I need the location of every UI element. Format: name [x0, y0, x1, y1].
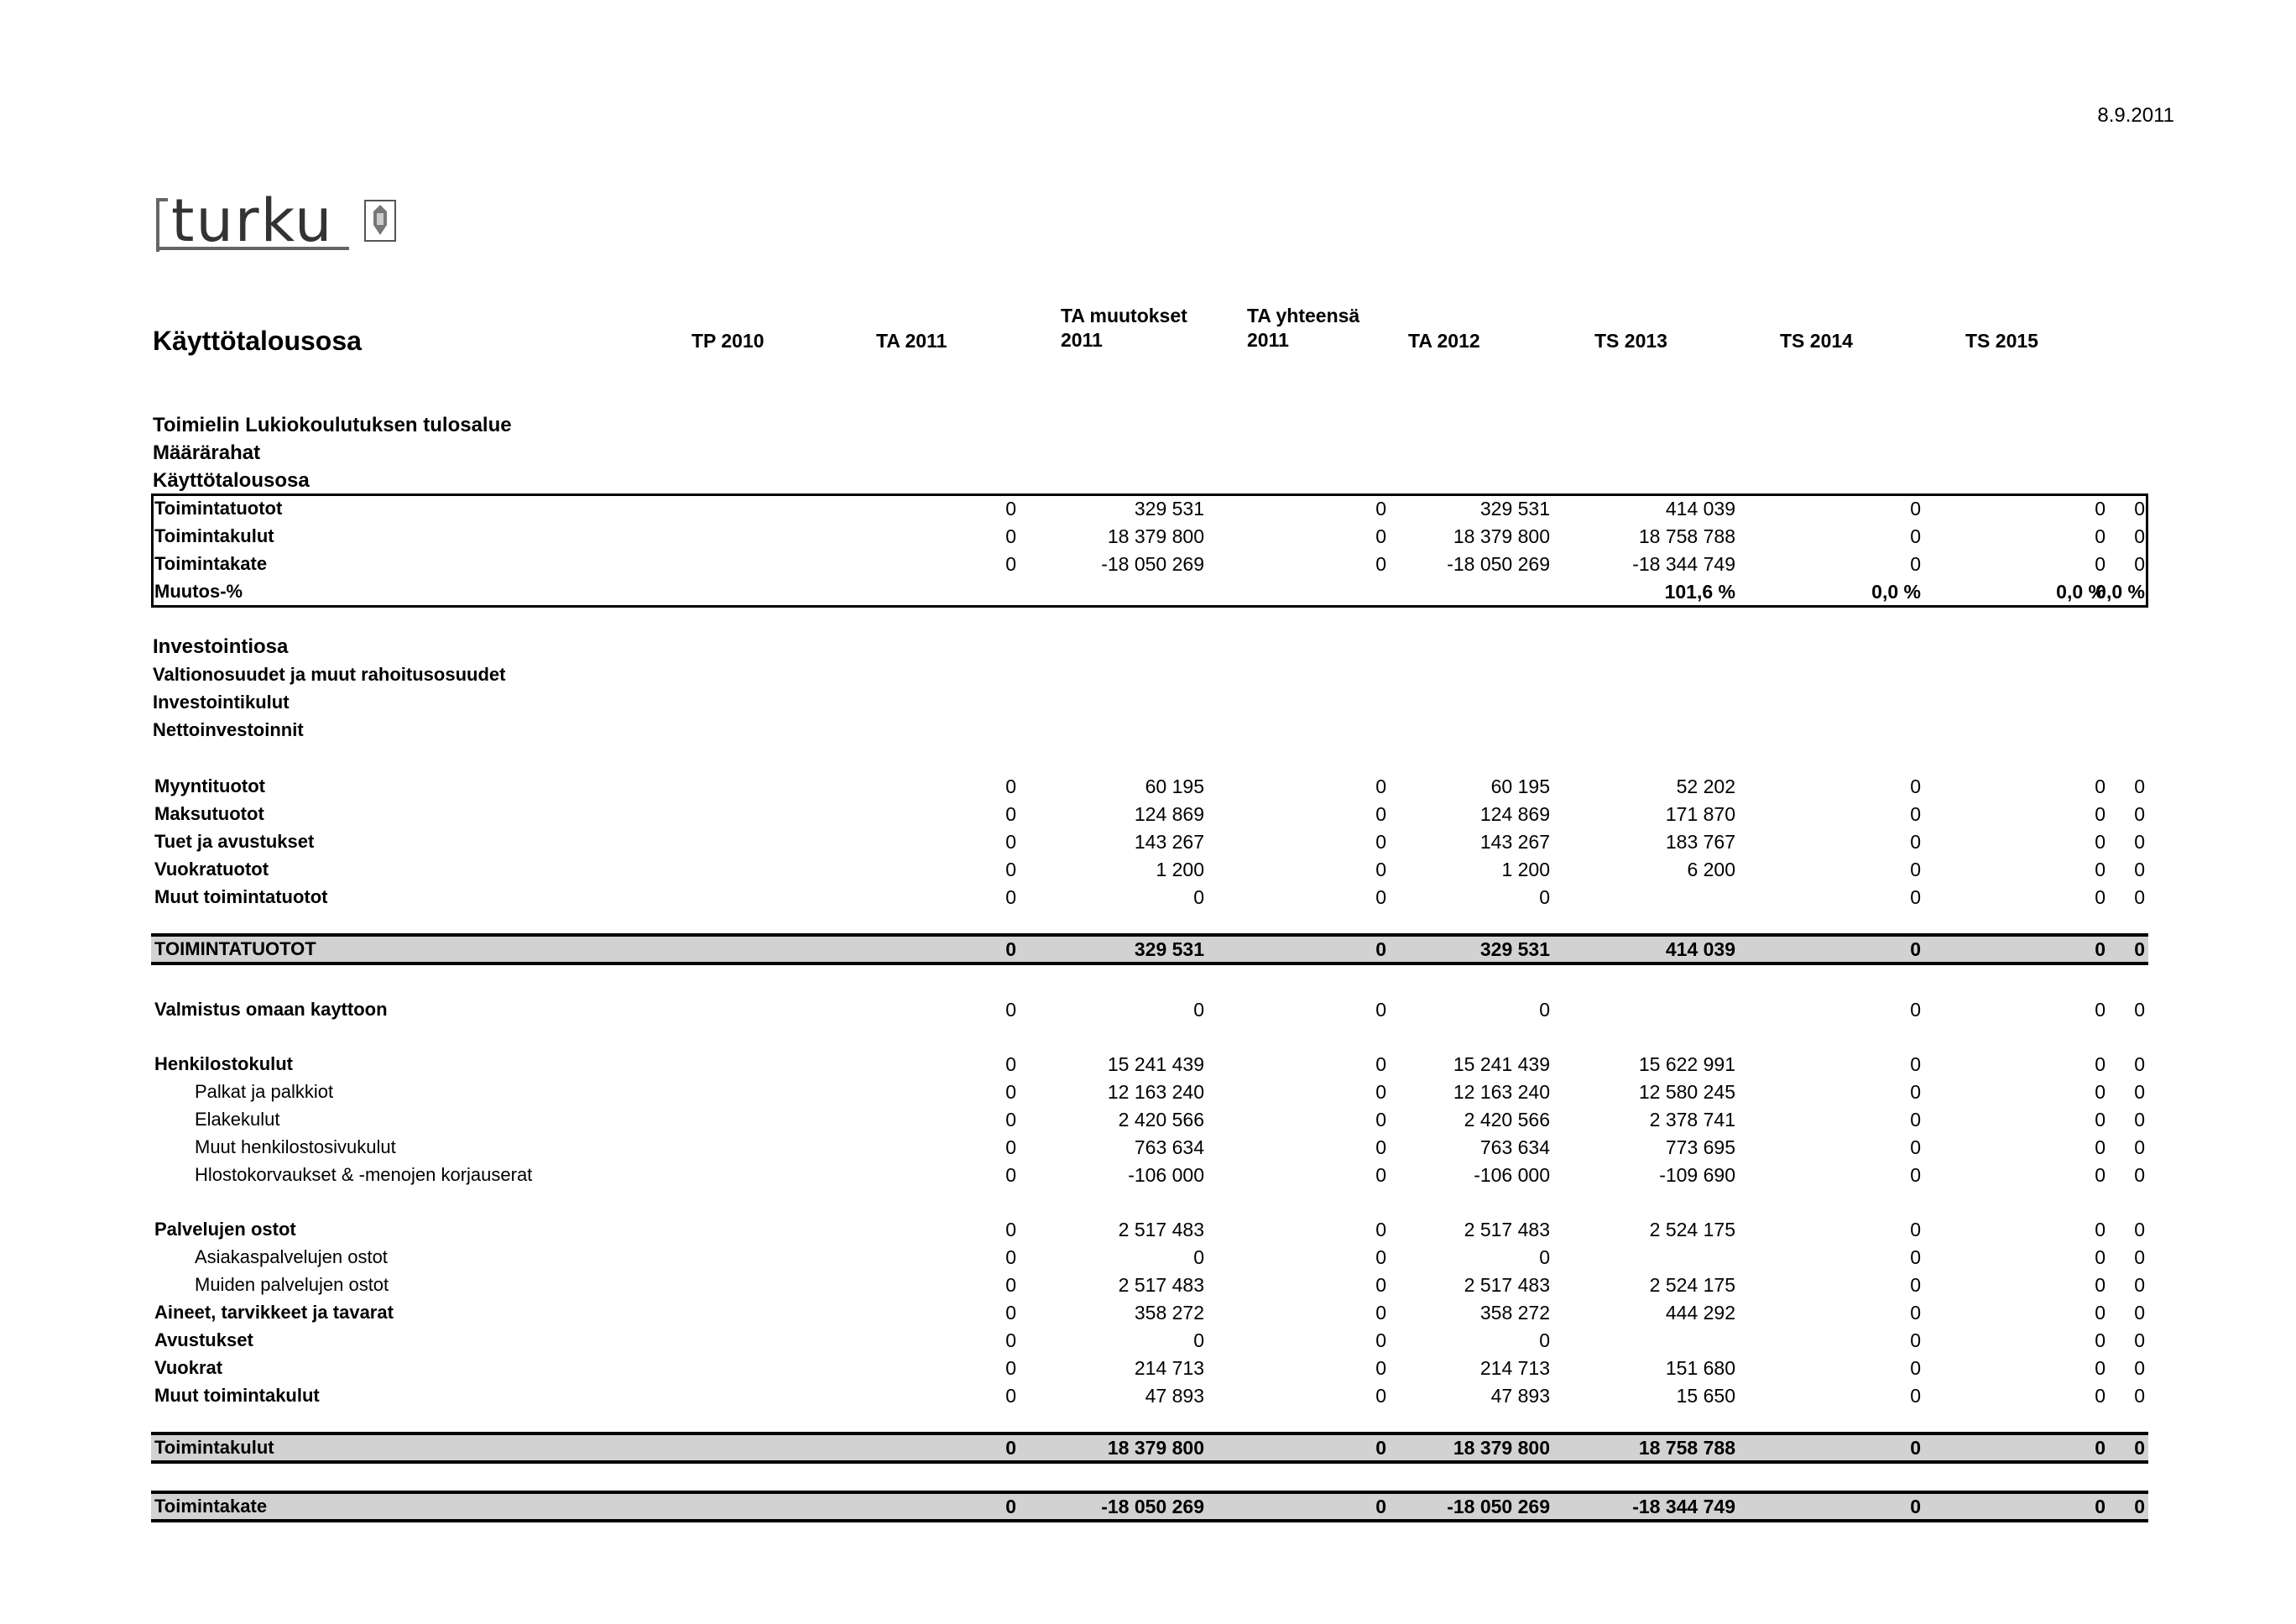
row-label: Toimintakulut — [154, 1437, 274, 1458]
cell-col-3: 0 — [1375, 1246, 1386, 1268]
cell-col-2: 124 869 — [1134, 803, 1204, 825]
cell-col-6: 0 — [1910, 525, 1921, 547]
cell-col-7: 0 — [2095, 1437, 2106, 1459]
income-row — [151, 855, 2148, 882]
staff-cost-row — [151, 1078, 2148, 1104]
col-header-ts2015 — [1965, 329, 2038, 353]
row-label: Valmistus omaan kayttoon — [154, 999, 388, 1020]
cell-col-8: 0 — [2134, 553, 2145, 575]
document-date: 8.9.2011 — [2097, 104, 2174, 127]
cell-col-2: 763 634 — [1134, 1136, 1204, 1158]
cell-col-6: 0 — [1910, 775, 1921, 797]
cell-col-6: 0 — [1910, 1437, 1921, 1459]
col-header-line2: 2011 — [1061, 329, 1103, 351]
cell-col-7: 0 — [2095, 831, 2106, 853]
cell-col-6: 0 — [1910, 999, 1921, 1021]
service-cost-row — [151, 1215, 2148, 1242]
cell-col-8: 0 — [2134, 1053, 2145, 1075]
cell-col-3: 0 — [1375, 775, 1386, 797]
cell-col-8: 0 — [2134, 498, 2145, 520]
cell-col-2: 329 531 — [1134, 938, 1204, 960]
cell-col-7: 0 — [2095, 1329, 2106, 1351]
section2-line-2: Investointikulut — [153, 692, 290, 713]
row-label: Elakekulut — [195, 1109, 280, 1130]
cell-col-6: 0 — [1910, 886, 1921, 908]
cell-col-7: 0 — [2095, 999, 2106, 1021]
cell-col-6: 0 — [1910, 1109, 1921, 1131]
cell-col-3: 0 — [1375, 1136, 1386, 1158]
cell-col-3: 0 — [1375, 938, 1386, 960]
cell-col-1: 0 — [1005, 1136, 1016, 1158]
cell-col-4: 329 531 — [1479, 938, 1550, 960]
cell-col-5: 12 580 245 — [1638, 1081, 1735, 1103]
own-use-row — [151, 995, 2148, 1022]
row-label: Maksutuotot — [154, 803, 264, 824]
col-header-line2: TA 2012 — [1408, 330, 1480, 352]
service-cost-row — [151, 1381, 2148, 1408]
cell-col-5: -18 344 749 — [1632, 553, 1735, 575]
section2-heading: Investointiosa — [153, 635, 289, 658]
cell-col-7: 0 — [2095, 553, 2106, 575]
cell-col-3: 0 — [1375, 803, 1386, 825]
cell-col-5: 2 378 741 — [1649, 1109, 1735, 1131]
cell-col-8: 0 — [2134, 1437, 2145, 1459]
cell-col-1: 0 — [1005, 1081, 1016, 1103]
row-label: Hlostokorvaukset & -menojen korjauserat — [195, 1164, 533, 1185]
cell-col-3: 0 — [1375, 831, 1386, 853]
cell-col-4: 0 — [1539, 886, 1550, 908]
staff-cost-row — [151, 1105, 2148, 1132]
cell-col-8: 0 — [2134, 1109, 2145, 1131]
cell-col-3: 0 — [1375, 1437, 1386, 1459]
cell-col-1: 0 — [1005, 1246, 1016, 1268]
cell-col-6: 0 — [1910, 831, 1921, 853]
row-label: Toimintakate — [154, 553, 268, 574]
cell-col-1: 0 — [1005, 1053, 1016, 1075]
cell-col-8: 0 — [2134, 1136, 2145, 1158]
cell-col-3: 0 — [1375, 1302, 1386, 1324]
cell-col-3: 0 — [1375, 1081, 1386, 1103]
cell-col-4: 2 517 483 — [1464, 1274, 1550, 1296]
cell-col-3: 0 — [1375, 886, 1386, 908]
service-cost-row — [151, 1243, 2148, 1270]
row-label: TOIMINTATUOTOT — [154, 938, 316, 959]
cell-col-7: 0 — [2095, 1164, 2106, 1186]
cell-col-1: 0 — [1005, 938, 1016, 960]
row-label: Toimintakate — [154, 1496, 268, 1517]
cell-col-7: 0 — [2095, 886, 2106, 908]
cell-col-5: 18 758 788 — [1638, 1437, 1735, 1459]
cell-col-6: 0 — [1910, 1246, 1921, 1268]
cell-col-8: 0 — [2134, 1329, 2145, 1351]
cell-col-7: 0 — [2095, 1219, 2106, 1240]
cell-col-2: -106 000 — [1128, 1164, 1204, 1186]
cell-col-1: 0 — [1005, 1302, 1016, 1324]
summary-row — [151, 550, 2148, 577]
cell-col-8: 0 — [2134, 1302, 2145, 1324]
cell-col-6: 0 — [1910, 1496, 1921, 1517]
cell-col-6: 0 — [1910, 1329, 1921, 1351]
cell-col-8: 0 — [2134, 1496, 2145, 1517]
cell-col-7: 0 — [2095, 1081, 2106, 1103]
row-label: Avustukset — [154, 1329, 253, 1350]
cell-col-2: 12 163 240 — [1107, 1081, 1204, 1103]
cell-col-7: 0 — [2095, 1136, 2106, 1158]
row-label: Aineet, tarvikkeet ja tavarat — [154, 1302, 394, 1323]
row-label: Muut henkilostosivukulut — [195, 1136, 396, 1157]
logo-bracket — [156, 198, 168, 252]
cell-col-2: 329 531 — [1134, 498, 1204, 520]
cell-col-1: 0 — [1005, 803, 1016, 825]
cell-col-5: 2 524 175 — [1649, 1219, 1735, 1240]
cell-col-8: 0 — [2134, 886, 2145, 908]
cell-col-8: 0 — [2134, 803, 2145, 825]
row-label: Vuokrat — [154, 1357, 223, 1378]
section2-line-3: Nettoinvestoinnit — [153, 719, 304, 740]
income-row — [151, 828, 2148, 854]
col-header-line2: TP 2010 — [691, 330, 764, 352]
cell-col-4: -106 000 — [1474, 1164, 1550, 1186]
cell-col-3: 0 — [1375, 999, 1386, 1021]
cell-col-7: 0 — [2095, 1246, 2106, 1268]
cell-col-1: 0 — [1005, 1437, 1016, 1459]
cell-col-5: 6 200 — [1687, 859, 1735, 880]
cell-col-7: 0 — [2095, 938, 2106, 960]
cell-col-5: -109 690 — [1659, 1164, 1735, 1186]
col-header-ta2011 — [876, 329, 947, 353]
staff-cost-row — [151, 1050, 2148, 1077]
cell-col-4: 47 893 — [1490, 1385, 1550, 1407]
row-label: Muiden palvelujen ostot — [195, 1274, 389, 1295]
service-cost-row — [151, 1354, 2148, 1381]
cell-col-6: 0,0 % — [1871, 581, 1921, 603]
cell-col-7: 0 — [2095, 498, 2106, 520]
row-label: Tuet ja avustukset — [154, 831, 315, 852]
cell-col-6: 0 — [1910, 553, 1921, 575]
cell-col-4: -18 050 269 — [1447, 553, 1550, 575]
cell-col-5: 444 292 — [1665, 1302, 1735, 1324]
cell-col-5: 171 870 — [1665, 803, 1735, 825]
income-row — [151, 772, 2148, 799]
cell-col-3: 0 — [1375, 1385, 1386, 1407]
cell-col-2: 18 379 800 — [1107, 1437, 1204, 1459]
cell-col-3: 0 — [1375, 1329, 1386, 1351]
service-cost-row — [151, 1326, 2148, 1353]
service-cost-row — [151, 1298, 2148, 1325]
cell-col-2: 60 195 — [1145, 775, 1204, 797]
cell-col-8: 0 — [2134, 831, 2145, 853]
row-label: Toimintakulut — [154, 525, 274, 546]
cell-col-1: 0 — [1005, 553, 1016, 575]
cell-col-4: 2 420 566 — [1464, 1109, 1550, 1131]
cell-col-2: 1 200 — [1156, 859, 1204, 880]
cell-col-1: 0 — [1005, 1357, 1016, 1379]
col-header-ts2014 — [1780, 329, 1853, 353]
cell-col-3: 0 — [1375, 1496, 1386, 1517]
cell-col-1: 0 — [1005, 1385, 1016, 1407]
cell-col-4: 214 713 — [1479, 1357, 1550, 1379]
cell-col-4: 60 195 — [1490, 775, 1550, 797]
cell-col-1: 0 — [1005, 1329, 1016, 1351]
cell-col-8: 0 — [2134, 859, 2145, 880]
cell-col-7: 0 — [2095, 1385, 2106, 1407]
cell-col-5: 15 650 — [1676, 1385, 1735, 1407]
col-header-line2: TA 2011 — [876, 330, 947, 352]
cell-col-8: 0 — [2134, 1385, 2145, 1407]
cell-col-8: 0 — [2134, 999, 2145, 1021]
cell-col-6: 0 — [1910, 1302, 1921, 1324]
cell-col-3: 0 — [1375, 498, 1386, 520]
cell-col-7: 0 — [2095, 1496, 2106, 1517]
col-header-tp2010 — [691, 329, 764, 353]
cell-col-3: 0 — [1375, 1357, 1386, 1379]
col-header-line1: TA yhteensä — [1247, 305, 1360, 326]
cell-col-8: 0 — [2134, 1357, 2145, 1379]
cell-col-3: 0 — [1375, 859, 1386, 880]
cell-col-4: 12 163 240 — [1453, 1081, 1550, 1103]
cell-col-7: 0 — [2095, 859, 2106, 880]
cell-col-3: 0 — [1375, 1274, 1386, 1296]
row-label: Vuokratuotot — [154, 859, 269, 880]
section2-line-1: Valtionosuudet ja muut rahoitusosuudet — [153, 664, 506, 685]
cell-col-4: 329 531 — [1479, 498, 1550, 520]
staff-cost-row — [151, 1133, 2148, 1160]
cell-col-4: 0 — [1539, 999, 1550, 1021]
cell-col-6: 0 — [1910, 1081, 1921, 1103]
cell-col-2: 358 272 — [1134, 1302, 1204, 1324]
income-row — [151, 800, 2148, 827]
summary-row — [151, 494, 2148, 521]
cell-col-5: 414 039 — [1665, 498, 1735, 520]
cell-col-6: 0 — [1910, 803, 1921, 825]
col-header-ta2012 — [1408, 329, 1480, 353]
cell-col-2: 47 893 — [1145, 1385, 1204, 1407]
cell-col-4: 15 241 439 — [1453, 1053, 1550, 1075]
cell-col-4: 143 267 — [1479, 831, 1550, 853]
col-header-line2: TS 2013 — [1594, 330, 1667, 352]
cell-col-1: 0 — [1005, 831, 1016, 853]
section1-sub1: Määrärahat — [153, 441, 261, 464]
cell-col-4: 2 517 483 — [1464, 1219, 1550, 1240]
cell-col-7: 0 — [2095, 525, 2106, 547]
cell-col-2: 18 379 800 — [1107, 525, 1204, 547]
cell-col-5: 52 202 — [1676, 775, 1735, 797]
cell-col-5: 151 680 — [1665, 1357, 1735, 1379]
cell-col-2: 15 241 439 — [1107, 1053, 1204, 1075]
cell-col-8: 0,0 % — [2095, 581, 2145, 603]
cell-col-7: 0 — [2095, 1053, 2106, 1075]
cell-col-8: 0 — [2134, 938, 2145, 960]
section1-heading: Toimielin Lukiokoulutuksen tulosalue — [153, 414, 512, 436]
col-header-ta-yhteensa — [1247, 304, 1359, 352]
cell-col-3: 0 — [1375, 1219, 1386, 1240]
cell-col-4: 124 869 — [1479, 803, 1550, 825]
row-label: Myyntituotot — [154, 775, 265, 796]
cell-col-2: -18 050 269 — [1101, 553, 1204, 575]
cell-col-1: 0 — [1005, 1274, 1016, 1296]
cell-col-6: 0 — [1910, 1164, 1921, 1186]
cell-col-1: 0 — [1005, 775, 1016, 797]
cell-col-4: 0 — [1539, 1329, 1550, 1351]
cell-col-6: 0 — [1910, 938, 1921, 960]
cell-col-1: 0 — [1005, 859, 1016, 880]
summary-row — [151, 577, 2148, 604]
cell-col-5: 2 524 175 — [1649, 1274, 1735, 1296]
cell-col-8: 0 — [2134, 1219, 2145, 1240]
cell-col-5: 414 039 — [1665, 938, 1735, 960]
cell-col-1: 0 — [1005, 1219, 1016, 1240]
cell-col-4: 18 379 800 — [1453, 1437, 1550, 1459]
cell-col-2: 2 420 566 — [1118, 1109, 1204, 1131]
turku-logo — [156, 186, 334, 255]
cell-col-7: 0 — [2095, 1109, 2106, 1131]
logo-text: turku — [171, 186, 334, 255]
expense-total-row — [151, 1432, 2148, 1464]
summary-row — [151, 522, 2148, 549]
cell-col-8: 0 — [2134, 1246, 2145, 1268]
cell-col-5: 18 758 788 — [1638, 525, 1735, 547]
cell-col-5: 773 695 — [1665, 1136, 1735, 1158]
cell-col-2: 2 517 483 — [1118, 1274, 1204, 1296]
row-label: Palvelujen ostot — [154, 1219, 296, 1240]
col-header-line2: TS 2015 — [1965, 330, 2038, 352]
cell-col-2: 0 — [1193, 886, 1204, 908]
cell-col-2: 0 — [1193, 999, 1204, 1021]
col-header-ts2013 — [1594, 329, 1667, 353]
cell-col-4: 18 379 800 — [1453, 525, 1550, 547]
cell-col-2: 0 — [1193, 1246, 1204, 1268]
row-label: Muutos-% — [154, 581, 243, 602]
logo-underline — [156, 247, 349, 250]
service-cost-row — [151, 1271, 2148, 1298]
row-label: Asiakaspalvelujen ostot — [195, 1246, 388, 1267]
cell-col-4: 763 634 — [1479, 1136, 1550, 1158]
cell-col-1: 0 — [1005, 1109, 1016, 1131]
cell-col-3: 0 — [1375, 1164, 1386, 1186]
cell-col-7: 0 — [2095, 1274, 2106, 1296]
cell-col-6: 0 — [1910, 1053, 1921, 1075]
cell-col-1: 0 — [1005, 999, 1016, 1021]
cell-col-7: 0,0 % — [2056, 581, 2106, 603]
margin-total-row — [151, 1491, 2148, 1522]
col-header-ta-muutokset — [1061, 304, 1187, 352]
cell-col-2: -18 050 269 — [1101, 1496, 1204, 1517]
cell-col-2: 0 — [1193, 1329, 1204, 1351]
cell-col-4: 0 — [1539, 1246, 1550, 1268]
cell-col-5: 101,6 % — [1664, 581, 1735, 603]
cell-col-2: 143 267 — [1134, 831, 1204, 853]
income-row — [151, 883, 2148, 910]
cell-col-8: 0 — [2134, 775, 2145, 797]
cell-col-8: 0 — [2134, 1081, 2145, 1103]
row-label: Muut toimintatuotot — [154, 886, 328, 907]
cell-col-3: 0 — [1375, 1053, 1386, 1075]
cell-col-2: 214 713 — [1134, 1357, 1204, 1379]
cell-col-3: 0 — [1375, 1109, 1386, 1131]
cell-col-1: 0 — [1005, 1164, 1016, 1186]
cell-col-8: 0 — [2134, 1164, 2145, 1186]
section1-sub2: Käyttötalousosa — [153, 469, 310, 492]
city-crest-icon — [364, 200, 396, 242]
cell-col-4: -18 050 269 — [1447, 1496, 1550, 1517]
cell-col-8: 0 — [2134, 525, 2145, 547]
income-total-row — [151, 933, 2148, 965]
row-label: Palkat ja palkkiot — [195, 1081, 334, 1102]
col-header-line2: TS 2014 — [1780, 330, 1853, 352]
cell-col-8: 0 — [2134, 1274, 2145, 1296]
cell-col-1: 0 — [1005, 498, 1016, 520]
cell-col-6: 0 — [1910, 1385, 1921, 1407]
cell-col-7: 0 — [2095, 803, 2106, 825]
cell-col-3: 0 — [1375, 553, 1386, 575]
col-header-line2: 2011 — [1247, 329, 1289, 351]
cell-col-4: 1 200 — [1501, 859, 1550, 880]
cell-col-5: 183 767 — [1665, 831, 1735, 853]
cell-col-1: 0 — [1005, 886, 1016, 908]
cell-col-6: 0 — [1910, 498, 1921, 520]
cell-col-7: 0 — [2095, 775, 2106, 797]
cell-col-6: 0 — [1910, 1219, 1921, 1240]
col-header-line1: TA muutokset — [1061, 305, 1187, 326]
cell-col-2: 2 517 483 — [1118, 1219, 1204, 1240]
cell-col-4: 358 272 — [1479, 1302, 1550, 1324]
cell-col-5: -18 344 749 — [1632, 1496, 1735, 1517]
row-label: Henkilostokulut — [154, 1053, 294, 1074]
cell-col-1: 0 — [1005, 525, 1016, 547]
cell-col-7: 0 — [2095, 1302, 2106, 1324]
staff-cost-row — [151, 1161, 2148, 1188]
cell-col-3: 0 — [1375, 525, 1386, 547]
row-label: Toimintatuotot — [154, 498, 283, 519]
page-title: Käyttötalousosa — [153, 326, 362, 356]
cell-col-6: 0 — [1910, 859, 1921, 880]
cell-col-6: 0 — [1910, 1274, 1921, 1296]
row-label: Muut toimintakulut — [154, 1385, 320, 1406]
cell-col-1: 0 — [1005, 1496, 1016, 1517]
cell-col-5: 15 622 991 — [1638, 1053, 1735, 1075]
cell-col-6: 0 — [1910, 1136, 1921, 1158]
cell-col-6: 0 — [1910, 1357, 1921, 1379]
cell-col-7: 0 — [2095, 1357, 2106, 1379]
